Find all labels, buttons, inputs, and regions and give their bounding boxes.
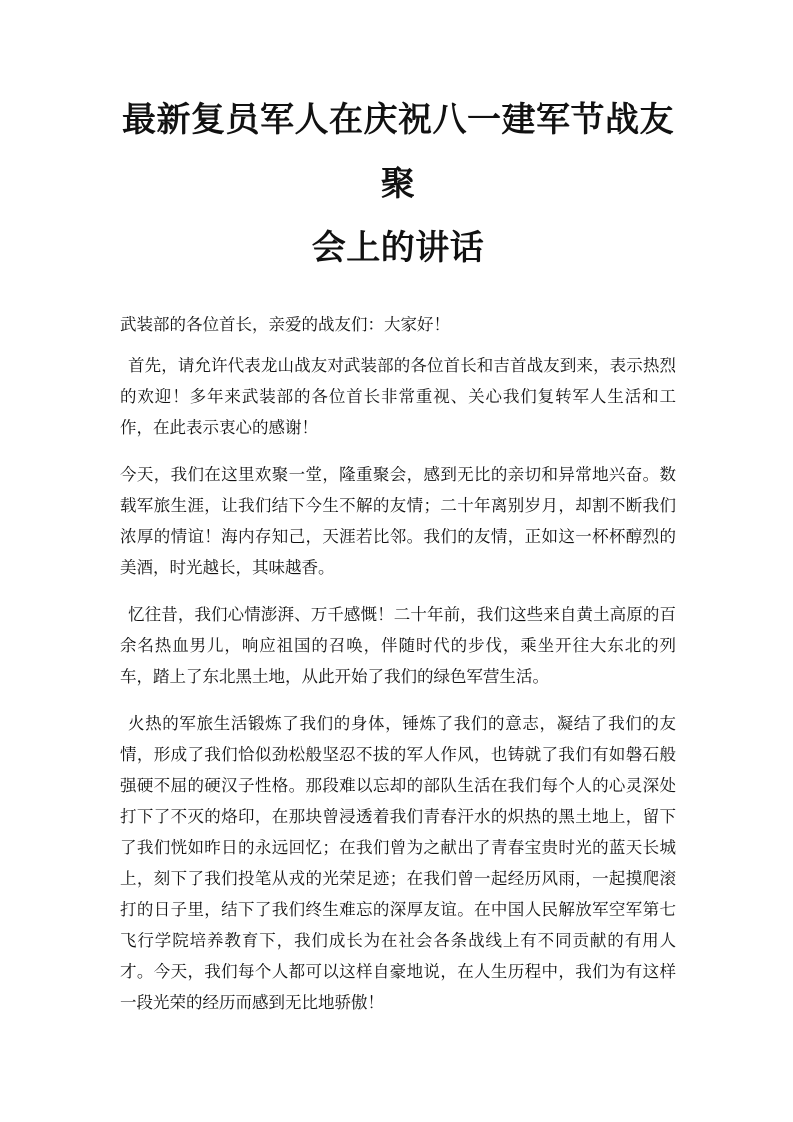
title-line-2: 会上的讲话 [311,228,485,268]
body-paragraph: 火热的军旅生活锻炼了我们的身体，锤炼了我们的意志，凝结了我们的友情，形成了我们恰似劲松般坚忍不拔的军人作风，也铸就了我们有如磐石般强硬不屈的硬汉子性格。那段难以忘却的部队生活在我们每个人的心灵深处打下了不灭的烙印，在那块曾浸透着我们青春汗水的炽热的黑土地上，留下了我们恍如昨日的永远回忆；在我们曾为之献出了青春宝贵时光的蓝天长城上，刻下了我们投笔从戎的光荣足迹；在我们曾一起经历风雨，一起摸爬滚打的日子里，结下了我们终生难忘的深厚友谊。在中国人民解放军空军第七飞行学院培养教育下，我们成长为在社会各条战线上有不同贡献的有用人才。今天，我们每个人都可以这样自豪地说，在人生历程中，我们为有这样一段光荣的经历而感到无比地骄傲！ [120,714,676,1012]
document-body [120,309,676,1018]
body-paragraph: 忆往昔，我们心情澎湃、万千感慨！二十年前，我们这些来自黄土高原的百余名热血男儿，响应祖国的召唤，伴随时代的步伐，乘坐开往大东北的列车，踏上了东北黑土地，从此开始了我们的绿色军营生活。 [120,605,676,686]
title-line-1: 最新复员军人在庆祝八一建军节战友聚 [122,100,674,204]
document-title [120,88,676,280]
body-paragraph: 今天，我们在这里欢聚一堂，隆重聚会，感到无比的亲切和异常地兴奋。数载军旅生涯，让我们结下今生不解的友情；二十年离别岁月，却割不断我们浓厚的情谊！海内存知己，天涯若比邻。我们的友情，正如这一杯杯醇烈的美酒，时光越长，其味越香。 [120,465,676,577]
greeting-paragraph: 武装部的各位首长，亲爱的战友们：大家好！ [120,315,450,334]
body-paragraph: 首先，请允许代表龙山战友对武装部的各位首长和吉首战友到来，表示热烈的欢迎！多年来武装部的各位首长非常重视、关心我们复转军人生活和工作，在此表示衷心的感谢！ [120,356,676,437]
